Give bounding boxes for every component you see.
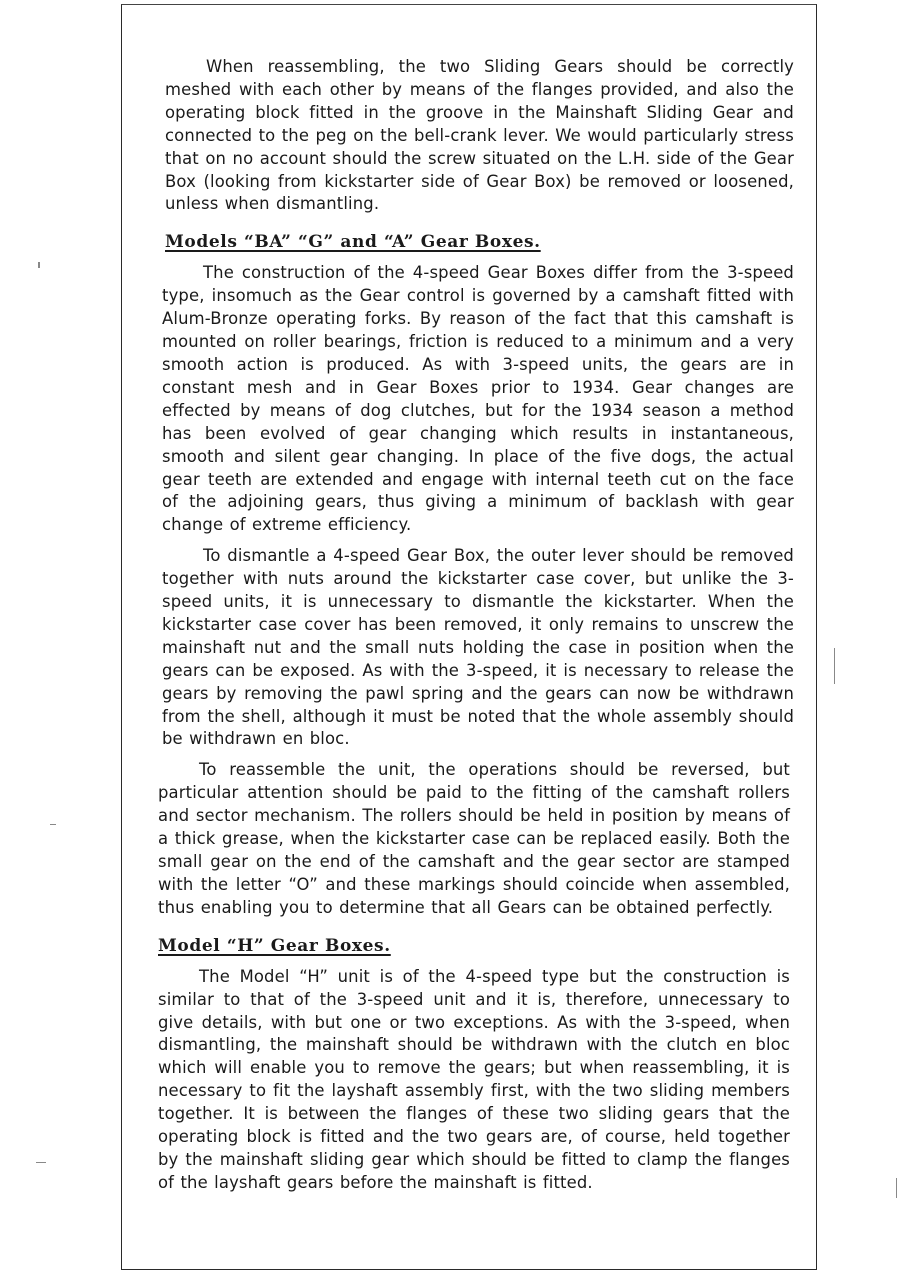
scan-speck — [834, 648, 835, 684]
scan-speck — [50, 824, 56, 825]
scan-speck — [38, 262, 40, 268]
ba-g-a-paragraph-3: To reassemble the unit, the operations should be reversed, but particular attention should be paid to the fitting of the camshaft rollers and sector mechanism. The rollers should be held in position by means of a thick grease, when the kickstarter case can be replaced easily. Both the small gear on the end of the camshaft and the gear sector are stamped with the letter “O” and these markings should coincide when assembled, thus enabling you to determine that all Gears can be obtained perfectly. — [158, 760, 790, 917]
model-h-paragraph-1: The Model “H” unit is of the 4-speed type but the construction is similar to that of the 3-speed unit and it is, therefore, unnecessary to give details, with but one or two exceptions. As with the 3-speed, when dismantling, the mainshaft should be withdrawn with the clutch en bloc which will enable you to remove the gears; but when reassembling, it is necessary to fit the layshaft assembly first, with the two sliding members together. It is between the flanges of these two sliding gears that the operating block is fitted and the two gears are, of course, held together by the mainshaft sliding gear which should be fitted to clamp the flanges of the layshaft gears before the mainshaft is fitted. — [158, 966, 790, 1192]
section-heading-ba-g-a: Models “BA” “G” and “A” Gear Boxes. — [165, 232, 541, 253]
scan-speck — [36, 1162, 46, 1163]
intro-paragraph: When reassembling, the two Sliding Gears should be correctly meshed with each other by means of the flanges provided, and also the operating block fitted in the groove in the Mainshaft Sliding Gear and connected to the peg on the bell-crank lever. We would particularly stress that on no account should the screw situated on the L.H. side of the Gear Box (looking from kickstarter side of Gear Box) be removed or loosened, unless when dismantling. — [165, 57, 794, 214]
ba-g-a-paragraph-2: To dismantle a 4-speed Gear Box, the outer lever should be removed together with nuts around the kickstarter case cover, but unlike the 3-speed units, it is unnecessary to dismantle the kickstarter. When the kickstarter case cover has been removed, it only remains to unscrew the mainshaft nut and the small nuts holding the case in position when the gears can be exposed. As with the 3-speed, it is necessary to release the gears by removing the pawl spring and the gears can now be withdrawn from the shell, although it must be noted that the whole assembly should be withdrawn en bloc. — [162, 546, 794, 749]
section-heading-model-h: Model “H” Gear Boxes. — [158, 935, 391, 956]
scan-speck — [896, 1178, 897, 1198]
ba-g-a-paragraph-1: The construction of the 4-speed Gear Boxes differ from the 3-speed type, insomuch as the Gear control is governed by a camshaft fitted with Alum-Bronze operating forks. By reason of the fact that this camshaft is mounted on roller bearings, friction is reduced to a minimum and a very smooth action is produced. As with 3-speed units, the gears are in constant mesh and in Gear Boxes prior to 1934. Gear changes are effected by means of dog clutches, but for the 1934 season a method has been evolved of gear changing which results in instantaneous, smooth and silent gear changing. In place of the five dogs, the actual gear teeth are extended and engage with internal teeth cut on the face of the adjoining gears, thus giving a minimum of backlash with gear change of extreme efficiency. — [162, 263, 794, 535]
page-text — [158, 56, 794, 1195]
